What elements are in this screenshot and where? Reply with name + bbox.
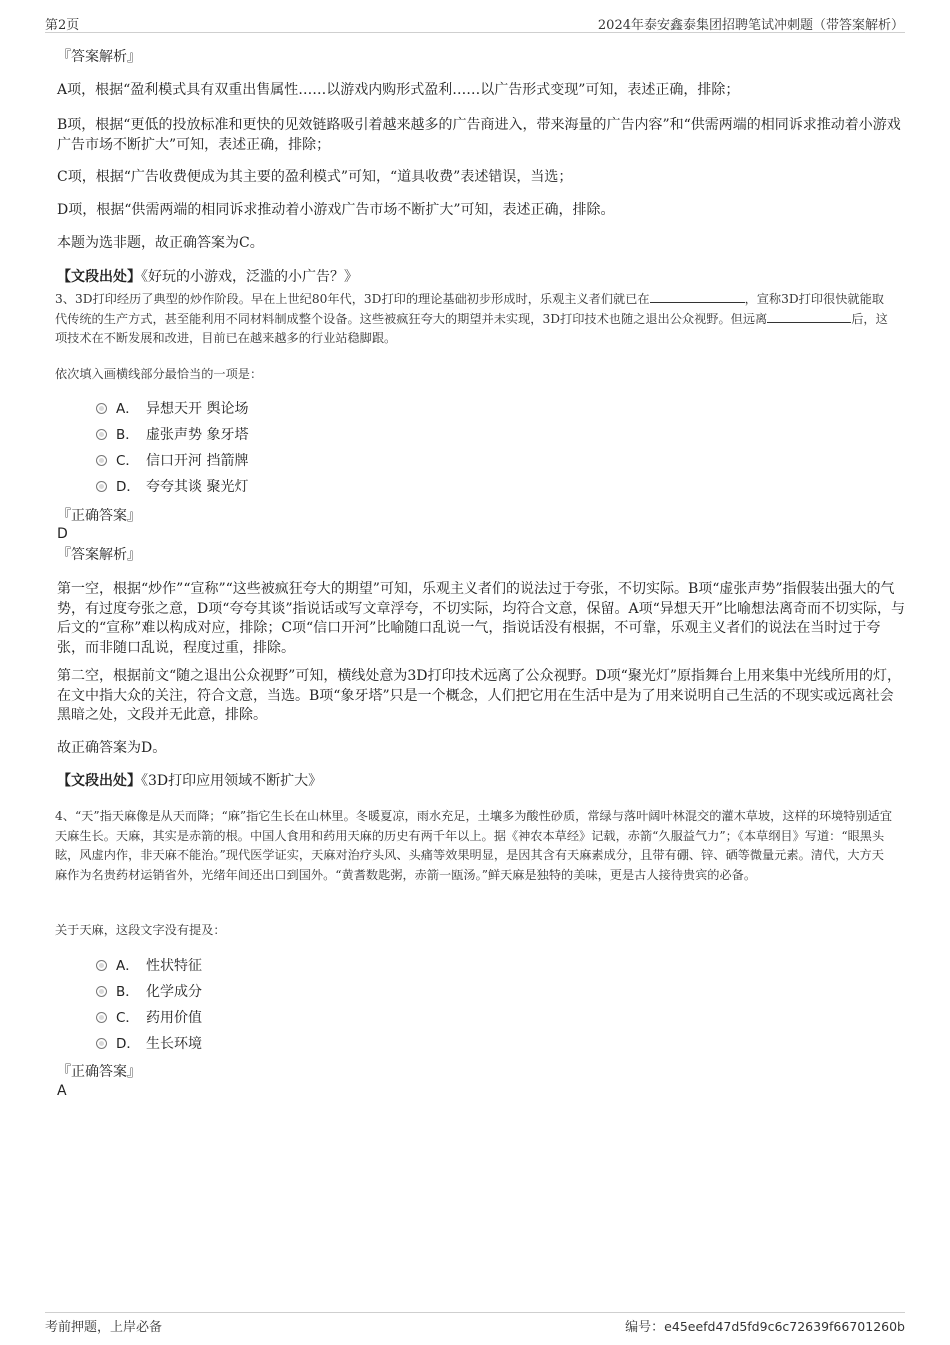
q3-option-d[interactable] [96,477,248,497]
q3-analysis-2: 第二空，根据前文“随之退出公众视野”可知，横线处意为3D打印技术远离了公众视野。D项“聚光灯”原指舞台上用来集中光线所用的灯，在文中指大众的关注，符合文意，当选。B项“象牙塔”只是一个概念，人们把它用在生活中是为了用来说明自己生活的不现实或远离社会黑暗之处，文段并无此意，排除。 [57,668,901,723]
radio-icon[interactable] [96,403,107,414]
option-letter: D． [116,479,140,495]
q3-option-b[interactable] [96,425,248,445]
document-id-label: 编号： [625,1320,665,1335]
q4-option-d[interactable] [96,1034,202,1054]
document-id [625,1316,905,1335]
source-label: 【文段出处】 [57,269,141,285]
q4-option-b[interactable] [96,982,202,1002]
q3-prompt: 依次填入画横线部分最恰当的一项是： [55,367,263,381]
option-letter: B． [116,427,139,443]
radio-icon[interactable] [96,481,107,492]
option-letter: C． [116,1010,139,1026]
option-letter: C． [116,453,139,469]
q3-stem-part2: ，宣称3D打印很快就能取代传统的生产方式，甚至能利用不同材料制成整个设备。这些被疯狂夸大的期望并未实现，3D打印技术也随之退出公众视野。但远离 [55,292,884,326]
q3-blank-2 [767,310,851,323]
q2-conclusion: 本题为选非题，故正确答案为C。 [57,235,264,251]
q4-stem: 4、“天”指天麻像是从天而降；“麻”指它生长在山林里。冬暖夏凉，雨水充足，土壤多为酸性砂质，常绿与落叶阔叶林混交的灌木草坡，这样的环境特别适宜天麻生长。天麻，其实是赤箭的根。中国人食用和药用天麻的历史有两千年以上。据《神农本草经》记载，赤箭“久服益气力”；《本草纲目》写道：“眼黑头眩，风虚内作，非天麻不能治。”现代医学证实，天麻对治疗头风、头痛等效果明显，是因其含有天麻素成分，且带有硼、锌、硒等微量元素。清代，大方天麻作为名贵药材运销省外，光绪年间还出口到国外。“黄耆数匙粥，赤箭一瓯汤。”鲜天麻是独特的美味，更是古人接待贵宾的必备。 [55,809,893,882]
footer-slogan: 考前押题，上岸必备 [45,1320,163,1335]
q3-answer: D [57,526,68,542]
q3-conclusion: 故正确答案为D。 [57,740,167,756]
option-text: 药用价值 [146,1010,202,1026]
source-title: 《3D打印应用领域不断扩大》 [141,773,323,789]
q3-analysis-label: 『答案解析』 [57,547,141,563]
option-text: 性状特征 [146,958,202,974]
option-text: 异想天开 舆论场 [146,401,249,417]
q3-correct-label: 『正确答案』 [57,508,141,524]
source-label: 【文段出处】 [57,773,141,789]
q3-stem-part3: 后，这项技术在不断发展和改进，目前已在越来越多的行业站稳脚跟。 [55,311,888,345]
q2-analysis-c: C项，根据“广告收费便成为其主要的盈利模式”可知，“道具收费”表述错误，当选； [57,169,573,185]
option-text: 夸夸其谈 聚光灯 [146,479,249,495]
q3-option-a[interactable] [96,399,248,419]
q3-stem [55,290,895,349]
document-title: 2024年泰安鑫泰集团招聘笔试冲刺题（带答案解析） [597,18,904,33]
page-number: 第2页 [45,18,80,33]
option-letter: A． [116,958,139,974]
option-text: 虚张声势 象牙塔 [146,427,249,443]
radio-icon[interactable] [96,960,107,971]
radio-icon[interactable] [96,1012,107,1023]
radio-icon[interactable] [96,986,107,997]
q2-source [57,268,907,287]
option-text: 化学成分 [146,984,202,1000]
q3-stem-part1: 3、3D打印经历了典型的炒作阶段。早在上世纪80年代，3D打印的理论基础初步形成时，乐观主义者们就已在 [55,292,650,306]
q2-analysis-b: B项，根据“更低的投放标准和更快的见效链路吸引着越来越多的广告商进入，带来海量的广告内容”和“供需两端的相同诉求推动着小游戏广告市场不断扩大”可知，表述正确，排除； [57,117,901,153]
q4-option-a[interactable] [96,956,202,976]
footer-divider [45,1312,905,1313]
q3-blank-1 [650,290,745,303]
q2-analysis-a: A项，根据“盈利模式具有双重出售属性……以游戏内购形式盈利……以广告形式变现”可知，表述正确，排除； [57,82,740,98]
q4-answer: A [57,1083,67,1099]
option-letter: B． [116,984,139,1000]
q4-prompt: 关于天麻，这段文字没有提及： [55,923,226,937]
radio-icon[interactable] [96,455,107,466]
q4-option-c[interactable] [96,1008,202,1028]
page-header [0,0,950,32]
option-letter: D． [116,1036,140,1052]
source-title: 《好玩的小游戏，泛滥的小广告？》 [141,269,358,285]
header-divider [45,32,905,33]
analysis-label: 『答案解析』 [57,49,141,65]
option-text: 生长环境 [146,1036,202,1052]
q2-analysis-d: D项，根据“供需两端的相同诉求推动着小游戏广告市场不断扩大”可知，表述正确，排除。 [57,202,615,218]
option-text: 信口开河 挡箭牌 [146,453,249,469]
document-id-value: e45eefd47d5fd9c6c72639f66701260b [664,1319,905,1334]
radio-icon[interactable] [96,1038,107,1049]
option-letter: A． [116,401,139,417]
radio-icon[interactable] [96,429,107,440]
q3-option-c[interactable] [96,451,248,471]
q3-analysis-1: 第一空，根据“炒作”“宣称”“这些被疯狂夸大的期望”可知，乐观主义者们的说法过于夸张，不切实际。B项“虚张声势”指假装出强大的气势，有过度夸张之意，D项“夸夸其谈”指说话或写文章浮夸，不切实际，均符合文意，保留。A项“异想天开”比喻想法离奇而不切实际，与后文的“宣称”难以构成对应，排除；C项“信口开河”比喻随口乱说一气，指说话没有根据，不可靠，乐观主义者们的说法在当时过于夸张，而非随口乱说，程度过重，排除。 [57,581,905,656]
q4-correct-label: 『正确答案』 [57,1064,141,1080]
q3-source [57,772,907,791]
